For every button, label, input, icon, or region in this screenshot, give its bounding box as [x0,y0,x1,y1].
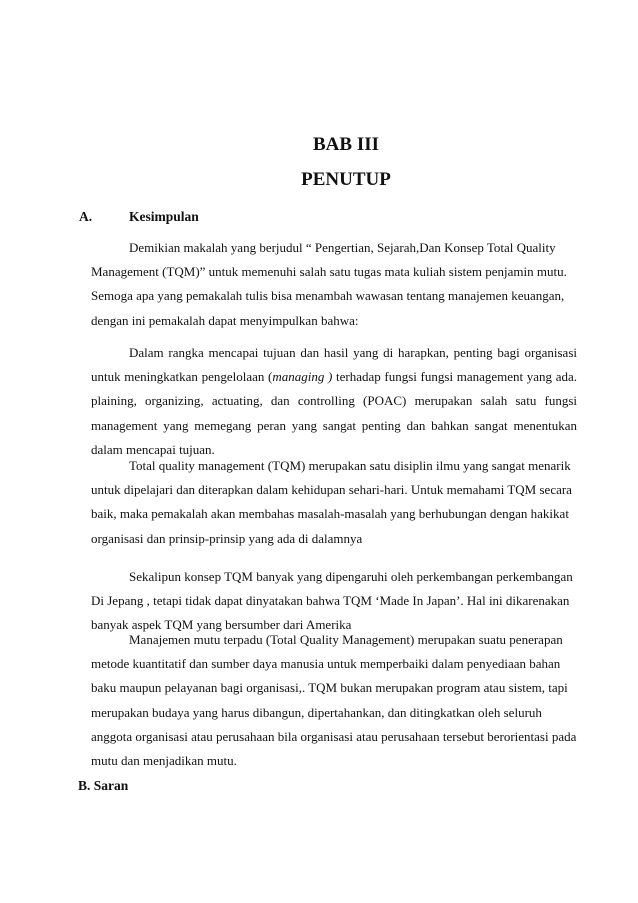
text-line: anggota organisasi atau perusahaan bila organisasi atau perusahaan tersebut berorientasi pada [91,728,577,744]
text-line: Demikian makalah yang berjudul “ Pengertian, Sejarah,Dan Konsep Total Quality [129,240,556,255]
text-line: dengan ini pemakalah dapat menyimpulkan bahwa: [91,312,359,328]
text-line: Dalam rangka mencapai tujuan dan hasil yang di harapkan, penting bagi organisasi [129,345,577,360]
text-line: plaining, organizing, actuating, dan controlling (POAC) merupakan salah satu fungsi [91,393,577,409]
section-a-letter: A. [79,209,93,224]
section-b-heading: B. Saran [78,778,129,793]
text-segment: terhadap fungsi fungsi management yang ada. [332,369,577,385]
paragraph-management [91,341,577,462]
text-line: baik, maka pemakalah akan membahas masalah-masalah yang berhubungan dengan hakikat [91,506,569,522]
section-a-heading: Kesimpulan [129,209,199,224]
text-line: untuk dipelajari dan diterapkan dalam kehidupan sehari-hari. Untuk memahami TQM secara [91,482,572,498]
italic-term: managing ) [272,369,333,385]
text-line: Management (TQM)” untuk memenuhi salah satu tugas mata kuliah sistem penjamin mutu. [91,264,567,280]
text-line: Sekalipun konsep TQM banyak yang dipengaruhi oleh perkembangan perkembangan [129,569,573,584]
chapter-number: BAB III [313,134,379,155]
paragraph-tqm-discipline [91,454,577,551]
text-line: metode kuantitatif dan sumber daya manusia untuk memperbaiki dalam penyediaan bahan [91,656,561,672]
text-line: baku maupun pelayanan bagi organisasi,. TQM bukan merupakan program atau sistem, tapi [91,680,568,696]
text-line: organisasi dan prinsip-prinsip yang ada di dalamnya [91,530,363,546]
text-line: Semoga apa yang pemakalah tulis bisa menambah wawasan tentang manajemen keuangan, [91,288,565,304]
text-line: Total quality management (TQM) merupakan satu disiplin ilmu yang sangat menarik [129,458,571,473]
chapter-title: PENUTUP [301,169,391,190]
text-line: dalam mencapai tujuan. [91,441,215,457]
text-line: mutu dan menjadikan mutu. [91,753,237,769]
paragraph-intro [91,236,577,333]
text-line: banyak aspek TQM yang bersumber dari Amerika [91,617,352,633]
paragraph-japan [91,565,577,638]
paragraph-tqm-definition [91,628,577,773]
text-line: Di Jepang , tetapi tidak dapat dinyatakan bahwa TQM ‘Made In Japan’. Hal ini dikarenakan [91,593,570,609]
text-segment: untuk meningkatkan pengelolaan ( [91,369,273,385]
text-line: merupakan budaya yang harus dibangun, dipertahankan, dan ditingkatkan oleh seluruh [91,704,542,720]
text-line: management yang memegang peran yang sangat penting dan bahkan sangat menentukan [91,417,577,433]
text-line: Manajemen mutu terpadu (Total Quality Management) merupakan suatu penerapan [129,632,563,647]
text-line [91,365,577,389]
